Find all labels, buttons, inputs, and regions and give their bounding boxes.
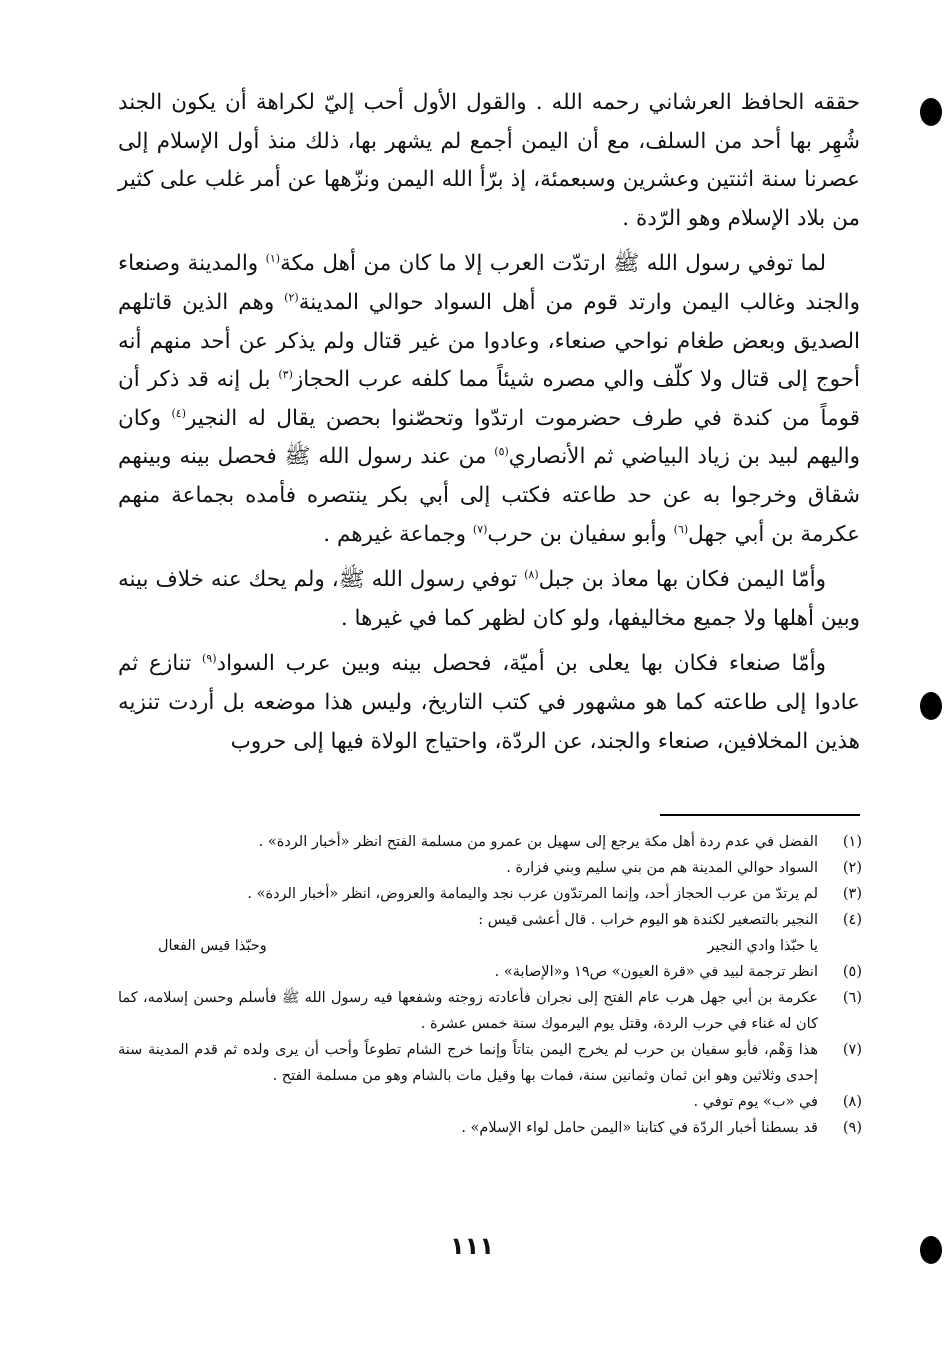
- verse-hemistich-1: يا حبّذا وادي النجير: [707, 938, 818, 954]
- footnote-number: (١): [842, 834, 862, 850]
- footnote-text: في «ب» يوم توفي .: [693, 1094, 818, 1110]
- footnote-ref-9[interactable]: (٩): [202, 652, 217, 666]
- footnote-text: عكرمة بن أبي جهل هرب عام الفتح إلى نجران فأعادته زوجته وشفعها فيه رسول الله ﷺ فأسلم وحسن إسلامه، كما كان له غناء في حرب الردة، وقتل يوم اليرموك سنة خمس عشرة .: [118, 990, 818, 1032]
- main-text: [118, 84, 860, 768]
- footnote-ref-1[interactable]: (١): [265, 252, 281, 266]
- text-run: وجماعة غيرهم .: [323, 521, 473, 547]
- footnote-item: [118, 855, 862, 881]
- verse-hemistich-2: وحبّذا قيس الفعال: [158, 938, 267, 954]
- footnote-number: (٧): [842, 1042, 862, 1058]
- text-run: وأمّا اليمن فكان بها معاذ بن جبل: [538, 567, 826, 593]
- text-run: بل إنه قد ذكر أن قوماً من كندة في طرف حضرموت ارتدّوا وتحصّنوا بحصن يقال له النجير: [118, 367, 860, 431]
- footnote-ref-6[interactable]: (٦): [673, 522, 689, 536]
- footnote-item: [118, 907, 862, 933]
- text-run: توفي رسول الله ﷺ، ولم يحك عنه خلاف بينه وبين أهلها ولا جميع مخاليفها، ولو كان لظهر كما في غيرها .: [118, 567, 860, 631]
- footnotes: [118, 829, 862, 1141]
- paragraph-1: حققه الحافظ العرشاني رحمه الله . والقول الأول أحب إليّ لكراهة أن يكون الجند شُهِر بها أحد من السلف، مع أن اليمن أجمع لم يشهر بها، ذلك منذ أول الإسلام إلى عصرنا سنة اثنتين وعشرين وسبعمئة، إذ برّأ الله اليمن ونزّهها عن أمر غلب على كثير من بلاد الإسلام وهو الرّدة .: [118, 90, 860, 231]
- footnote-ref-8[interactable]: (٨): [524, 567, 539, 581]
- footnote-ref-4[interactable]: (٤): [171, 406, 186, 420]
- binding-hole-top: [920, 98, 942, 126]
- text-run: لما توفي رسول الله ﷺ ارتدّت العرب إلا ما كان من أهل مكة: [280, 251, 826, 277]
- footnote-number: (٢): [842, 860, 862, 876]
- footnote-separator: [660, 814, 860, 816]
- footnote-number: (٣): [842, 886, 862, 902]
- footnote-text: لم يرتدّ من عرب الحجاز أحد، وإنما المرتدّون عرب نجد واليمامة والعروض، انظر «أخبار الردة» .: [247, 886, 818, 902]
- paragraph-3: [118, 561, 860, 638]
- footnote-item: [118, 1089, 862, 1115]
- text-run: من عند رسول الله ﷺ فحصل بينه وبينهم شقاق وخرجوا به عن حد طاعته فكتب إلى أبي بكر ينتصره فأمده بجماعة منهم عكرمة بن أبي جهل: [118, 444, 860, 547]
- poetry-verse: [118, 933, 818, 959]
- footnote-number: (٤): [842, 912, 862, 928]
- footnote-text: الفضل في عدم ردة أهل مكة يرجع إلى سهيل بن عمرو من مسلمة الفتح انظر «أخبار الردة» .: [258, 834, 818, 850]
- footnote-text: السواد حوالي المدينة هم من بني سليم وبني فزارة .: [506, 860, 818, 876]
- footnote-number: (٨): [842, 1094, 862, 1110]
- page-number: ١١١: [450, 1232, 494, 1260]
- footnote-number: (٥): [842, 964, 862, 980]
- binding-hole-middle: [920, 692, 942, 720]
- footnote-item: [118, 1037, 862, 1089]
- text-run: والمدينة وصنعاء والجند وغالب اليمن وارتد قوم من أهل السواد حوالي المدينة: [118, 251, 860, 315]
- footnote-text: انظر ترجمة لبيد في «قرة العيون» ص١٩ و«الإصابة» .: [494, 964, 818, 980]
- text-run: تنازع ثم عادوا إلى طاعته كما هو مشهور في كتب التاريخ، وليس هذا موضعه بل أردت تنزيه هذين المخلافين، صنعاء والجند، عن الردّة، واحتياج الولاة فيها إلى حروب: [118, 651, 860, 754]
- footnote-ref-3[interactable]: (٣): [278, 368, 293, 381]
- footnote-number: (٦): [842, 990, 862, 1006]
- paragraph-4: [118, 645, 860, 761]
- footnote-text: النجير بالتصغير لكندة هو اليوم خراب . قال أعشى قيس :: [478, 912, 818, 928]
- footnote-item: [118, 829, 862, 855]
- text-run: وأبو سفيان بن حرب: [487, 521, 674, 547]
- footnote-number: (٩): [842, 1120, 862, 1136]
- text-run: وهم الذين قاتلهم الصديق وبعض طغام نواحي صنعاء، وعادوا من غير قتال ولم يذكر عن أحد منهم أنه أحوج إلى قتال ولا كلّف والي مصره شيئاً مما كلفه عرب الحجاز: [118, 289, 860, 393]
- footnote-item: [118, 985, 862, 1037]
- footnote-item: [118, 881, 862, 907]
- footnote-ref-2[interactable]: (٢): [284, 290, 299, 304]
- footnote-item: [118, 1115, 862, 1141]
- footnote-ref-7[interactable]: (٧): [472, 522, 488, 536]
- text-run: وكان واليهم لبيد بن زياد البياضي ثم الأنصاري: [118, 405, 860, 470]
- footnote-text: قد بسطنا أخبار الردّة في كتابنا «اليمن حامل لواء الإسلام» .: [461, 1120, 818, 1136]
- paragraph-2: [118, 245, 860, 554]
- footnote-ref-5[interactable]: (٥): [494, 445, 509, 459]
- footnote-item: [118, 959, 862, 985]
- footnote-text: هذا وَهْم، فأبو سفيان بن حرب لم يخرج اليمن بتاتاً وإنما خرج الشام تطوعاً وأحب أن يرى ولده ثم قدم المدينة سنة إحدى وثلاثين وهو ابن ثمان وثمانين سنة، فمات بها وقيل مات بالشام وهو من مسلمة الفتح .: [118, 1042, 818, 1084]
- text-run: وأمّا صنعاء فكان بها يعلى بن أميّة، فحصل بينه وبين عرب السواد: [216, 651, 826, 677]
